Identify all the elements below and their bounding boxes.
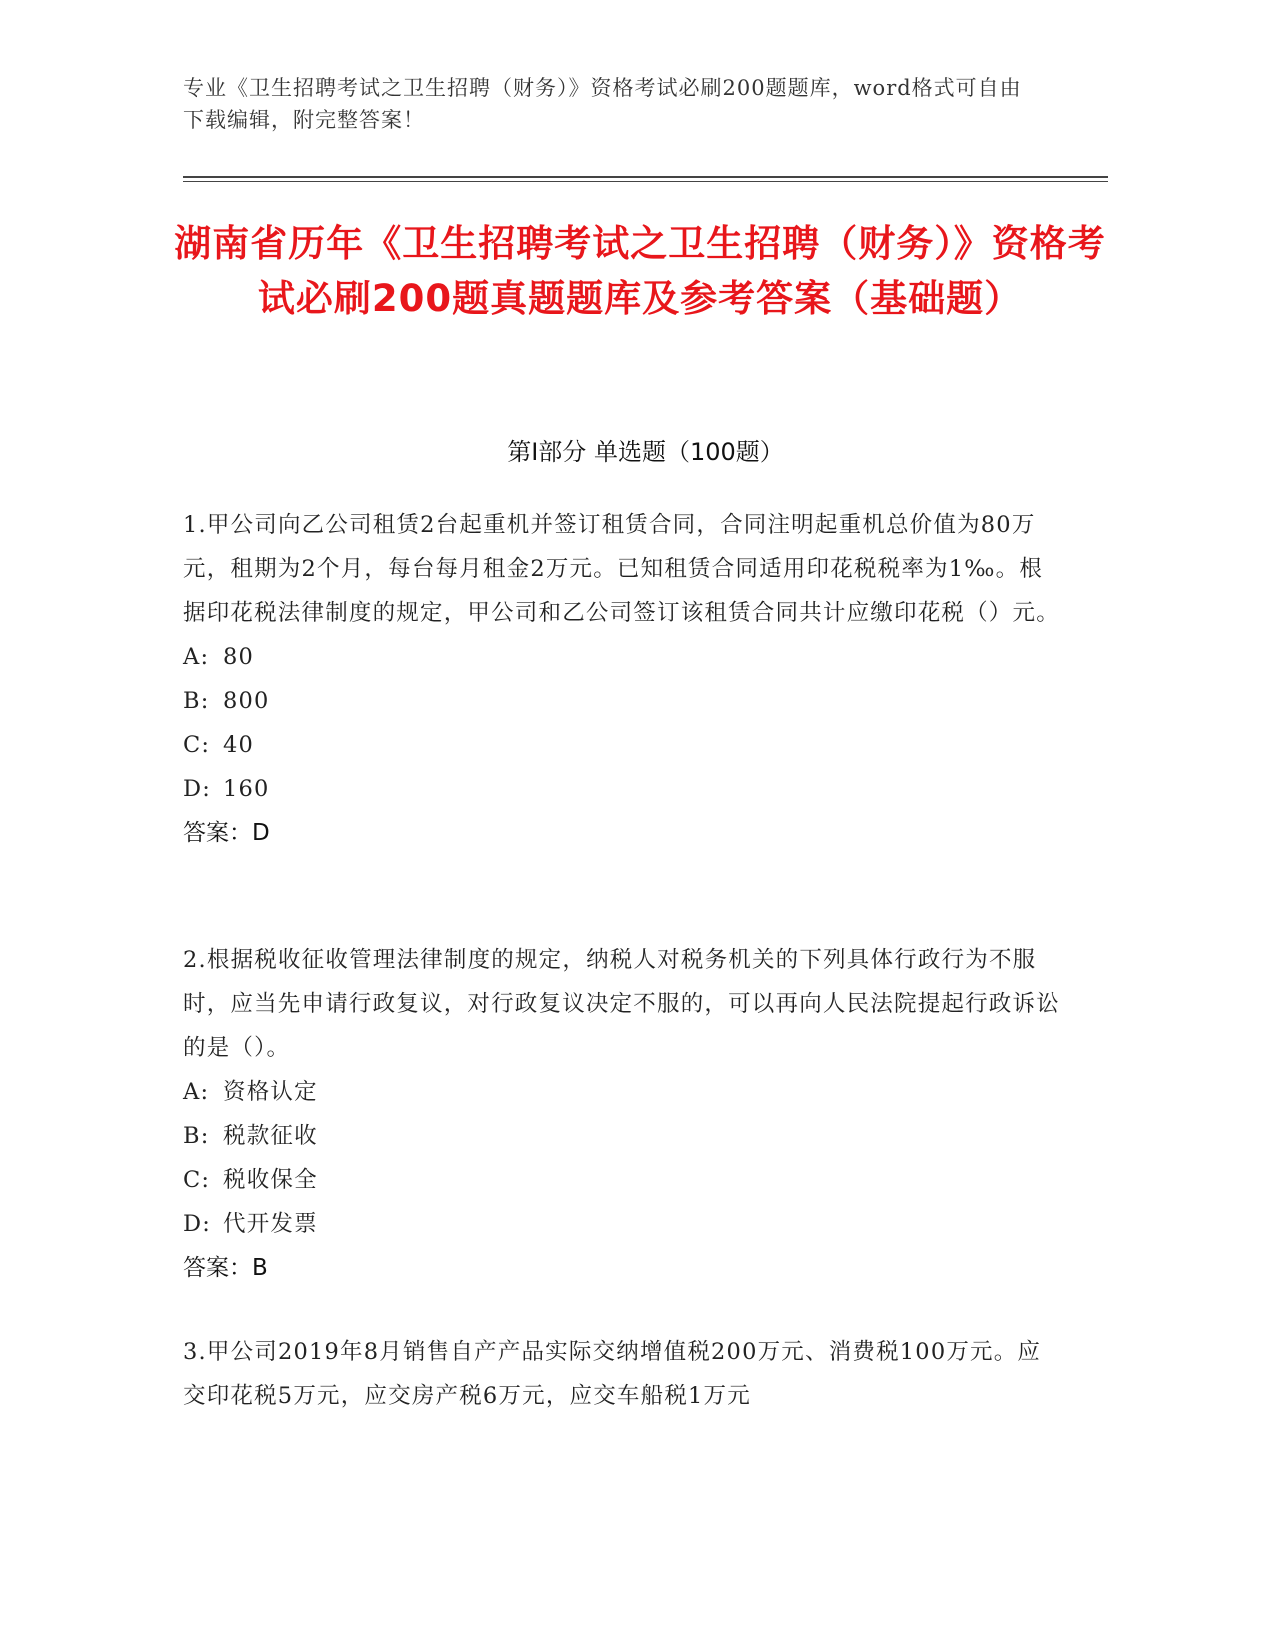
option-text: 800 <box>223 688 270 714</box>
option-b <box>183 679 1063 723</box>
option-key: D: <box>183 776 212 802</box>
option-key: C: <box>183 1167 211 1193</box>
option-a <box>183 1070 1063 1114</box>
answer-line: 答案：B <box>183 1255 268 1281</box>
question-3 <box>183 1330 1063 1418</box>
option-text: 代开发票 <box>223 1211 318 1237</box>
option-c <box>183 1158 1063 1202</box>
question-stem: 1.甲公司向乙公司租赁2台起重机并签订租赁合同，合同注明起重机总价值为80万元，租期为2个月，每台每月租金2万元。已知租赁合同适用印花税税率为1‰。根据印花税法律制度的规定，甲公司和乙公司签订该租赁合同共计应缴印花税（）元。 <box>183 512 1060 626</box>
section-title: 第Ⅰ部分 单选题（100题） <box>507 438 784 466</box>
option-text: 资格认定 <box>223 1079 318 1105</box>
header-divider-thin <box>183 181 1108 182</box>
option-key: D: <box>183 1211 212 1237</box>
option-a <box>183 635 1063 679</box>
option-key: C: <box>183 732 211 758</box>
option-key: A: <box>183 1079 210 1105</box>
option-text: 税收保全 <box>223 1167 318 1193</box>
question-stem: 3.甲公司2019年8月销售自产产品实际交纳增值税200万元、消费税100万元。应交印花税5万元，应交房产税6万元，应交车船税1万元 <box>183 1339 1042 1409</box>
question-2 <box>183 938 1063 1290</box>
option-text: 税款征收 <box>223 1123 318 1149</box>
header-note: 专业《卫生招聘考试之卫生招聘（财务）》资格考试必刷200题题库，word格式可自由下载编辑，附完整答案！ <box>183 76 1022 132</box>
option-key: B: <box>183 1123 210 1149</box>
option-c <box>183 723 1063 767</box>
document-title: 湖南省历年《卫生招聘考试之卫生招聘（财务）》资格考试必刷200题真题题库及参考答案（基础题） <box>174 222 1106 320</box>
option-b <box>183 1114 1063 1158</box>
option-text: 40 <box>223 732 255 758</box>
option-key: A: <box>183 644 210 670</box>
answer-line: 答案：D <box>183 820 270 846</box>
option-text: 80 <box>223 644 255 670</box>
option-d <box>183 767 1063 811</box>
header-divider-thick <box>183 176 1108 178</box>
question-stem: 2.根据税收征收管理法律制度的规定，纳税人对税务机关的下列具体行政行为不服时，应当先申请行政复议，对行政复议决定不服的，可以再向人民法院提起行政诉讼的是（）。 <box>183 947 1060 1061</box>
option-d <box>183 1202 1063 1246</box>
option-text: 160 <box>223 776 270 802</box>
question-1 <box>183 503 1063 855</box>
option-key: B: <box>183 688 210 714</box>
